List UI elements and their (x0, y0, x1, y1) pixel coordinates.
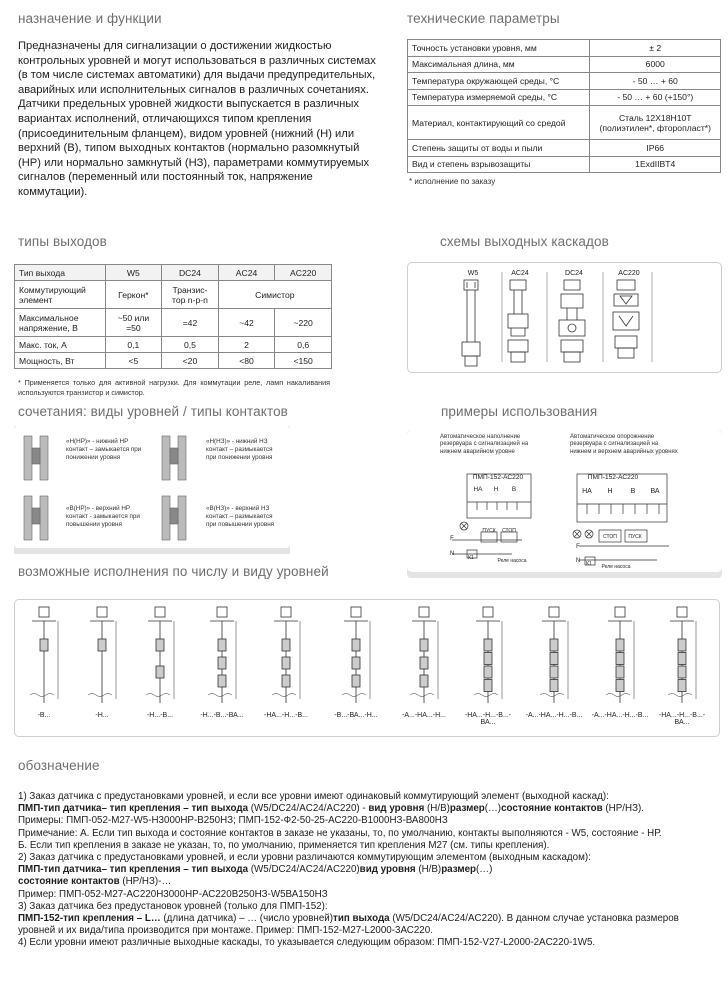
example-left-term-h: Н (493, 486, 499, 493)
table-row: Температура измеряемой среды, °С - 50 … + 60 (+150°) (408, 89, 721, 106)
heading-purpose: назначение и функции (18, 11, 162, 26)
designation-line: 4) Если уровни имеют различные выходные каскады, то указывается следующим образом: ПМП-152-V27-L2000-2AC220-1W5. (18, 937, 596, 949)
table-row: Вид и степень взрывозащиты 1ExdIIBT4 (408, 156, 721, 173)
table-row: Точность установки уровня, мм ± 2 (408, 40, 721, 57)
designation-line: 3) Заказ датчика без предустановок уровней (только для ПМП-152): (18, 900, 328, 912)
combo-h-nc-text: «Н(НЗ)» - нижний НЗ контакт – размыкается при понижении уровня (206, 438, 273, 461)
table-row: Степень защиты от воды и пыли IP66 (408, 140, 721, 157)
heading-variants: возможные исполнения по числу и виду уровней (18, 564, 329, 579)
variant-label: -А...-НА...-Н...-В... (591, 712, 649, 719)
output-stage-schemes-drawing (407, 262, 722, 373)
table-row: Максимальная длина, мм 6000 (408, 56, 721, 73)
tech-params-table (407, 39, 721, 173)
variant-label: -В... (37, 712, 51, 719)
example-right-term-h: Н (607, 488, 613, 495)
designation-line: Б. Если тип крепления в заказе не указан, то, по умолчанию, применяется тип крепления М27 (см. типы крепления). (18, 839, 550, 851)
variant-label: -НА...-Н...-В...-ВА... (464, 712, 512, 726)
designation-line: 1) Заказ датчика с предустановками уровней, и если все уровни имеют одинаковый коммутирующий элемент (выходной каскад): (18, 791, 609, 802)
variant-probe (342, 607, 370, 703)
heading-combos: сочетания: виды уровней / типы контактов (18, 404, 288, 419)
variant-probe (474, 607, 502, 703)
example-left-relay: Реле насоса (497, 558, 527, 564)
designation-line: состояние контактов (НР/НЗ)-… (18, 876, 172, 888)
scheme-label-dc24: DC24 (565, 270, 583, 277)
example-left-caption: Автоматическое наполнение резервуара с сигнализацией на нижнем аварийном уровне (440, 434, 529, 455)
designation-text (18, 791, 718, 950)
example-left-n: N (449, 551, 455, 557)
variant-label: -А...-НА...-Н...-В... (525, 712, 583, 719)
variant-label: -В...-ВА...-Н... (334, 712, 378, 719)
combo-b-nc-text: «В(НЗ)» - верхний НЗ контакт – размыкается при повышении уровня (206, 505, 275, 528)
variant-probe (30, 607, 58, 703)
designation-line: ПМП-тип датчика– тип крепления – тип выхода (W5/DC24/AC24/AC220) - вид уровня (Н/В)размер(…)состояние контактов (НР/НЗ). (18, 803, 644, 815)
example-right-n: N (575, 558, 581, 564)
variant-probe (88, 607, 116, 703)
table-row: Тип выхода W5 DC24 AC24 AC220 (15, 265, 332, 281)
combo-b-no-text: «В(НР)» - верхний НР контакт - замыкается при повышении уровня (66, 505, 140, 528)
variant-label: -НА...-Н...-В... (264, 712, 308, 719)
table-row: Материал, контактирующий со средой Сталь 12Х18Н10Т (полиэтилен*, фторопласт*) (408, 106, 721, 140)
scheme-label-ac24: AC24 (511, 270, 529, 277)
designation-line: ПМП-тип датчика– тип крепления – тип выхода (W5/DC24/AC24/AC220)вид уровня (Н/В)размер(…) (18, 864, 493, 876)
designation-line: ПМП-152-тип крепления – L… (длина датчика) – … (число уровней)тип выхода (W5/DC24/AC24/AC220). В данном случае установка размеров уровней и их вида/типа производится при монтаже. Пример: ПМП-152-М27-L2000-3АС220. (18, 913, 679, 937)
example-right-k1: К1 (586, 561, 592, 567)
heading-examples: примеры использования (441, 404, 598, 419)
variant-label: -Н... (95, 712, 109, 719)
output-note: * Применяется только для активной нагрузки. Для коммутации реле, ламп накаливания используются транзистор и симистор. (18, 378, 330, 397)
variant-label: -Н...-В...-ВА... (200, 712, 244, 719)
variant-label: -НА...-Н...-В...-ВА... (658, 712, 706, 726)
output-types-table (14, 264, 332, 369)
heading-tech: технические параметры (407, 11, 560, 26)
variant-probe (540, 607, 568, 703)
table-row: Максимальное напряжение, В ~50 или =50 =42 ~42 ~220 (15, 309, 332, 337)
example-right-term-ha: НА (582, 488, 592, 495)
example-right-stop: СТОП (603, 534, 617, 540)
examples-wiring-drawing (407, 430, 722, 572)
table-row: Температура окружающей среды, °С - 50 … + 60 (408, 73, 721, 90)
scheme-label-ac220: AC220 (618, 270, 640, 277)
variant-probe (606, 607, 634, 703)
example-left-f: F (450, 536, 454, 542)
variant-probe (272, 607, 300, 703)
example-left-device: ПМП-152-АС220 (472, 474, 524, 481)
example-right-pusk: ПУСК (628, 534, 642, 540)
example-right-term-b: В (630, 488, 636, 495)
heading-output-types: типы выходов (18, 234, 107, 249)
variant-probe (208, 607, 236, 703)
variant-label: -Н...-В... (146, 712, 174, 719)
example-right-device: ПМП-152-АС220 (587, 474, 639, 481)
combo-h-no-text: «Н(НР)» - нижний НР контакт – замыкается при понижении уровня (66, 438, 142, 461)
variant-probe (410, 607, 438, 703)
designation-line: 2) Заказ датчика с предустановками уровней, и если уровни различаются коммутирующим элементом (выходным каскадом): (18, 852, 591, 864)
table-row: Мощность, Вт <5 <20 <80 <150 (15, 353, 332, 369)
example-left-term-b: В (511, 486, 517, 493)
example-left-k1: К1 (468, 555, 474, 561)
example-left-term-ha: НА (473, 486, 483, 493)
example-right-f: F (576, 544, 580, 550)
scheme-label-w5: W5 (467, 270, 479, 277)
variant-probe (146, 607, 174, 703)
variant-probe (668, 607, 696, 703)
heading-schemes: схемы выходных каскадов (440, 234, 609, 249)
designation-line: Пример: ПМП-052-М27-АС220Н3000НР-АС220В250НЗ-W5ВА150НЗ (18, 888, 328, 900)
purpose-text: Предназначены для сигнализации о достижении жидкостью контрольных уровней и могут использоваться в различных системах (в том числе системах автоматики) для выдачи предупредительных, аварийных или исполнительных сигналов в различных сочетаниях. Датчики предельных уровней жидкости выпускается в различных вариантах исполнений, отличающихся типом крепления (присоединительным фланцем), видом уровней (нижний (Н) или верхний (В), типом выходных контактов (нормально разомкнутый (НР) или нормально замкнутый (НЗ), параметрами коммутируемых сигналов (переменный или постоянный ток, напряжение коммутации). (18, 40, 376, 198)
example-right-caption: Автоматическое опорожнение резервуара с сигнализацией на нижнем и верхнем аварийных уровнях (570, 434, 678, 455)
variant-label: -А...-НА...-Н... (402, 712, 446, 719)
designation-line: Примечание: А. Если тип выхода и состояние контактов в заказе не указаны, то, по умолчанию, контакты выполняются - W5, состояние - НР. (18, 827, 662, 839)
example-left-pusk: ПУСК (482, 528, 496, 534)
heading-designation: обозначение (18, 758, 100, 773)
table-row: Макс. ток, А 0,1 0,5 2 0,6 (15, 337, 332, 353)
tech-note: * исполнение по заказу (409, 177, 496, 186)
example-right-relay: Реле насоса (601, 564, 631, 570)
example-left-stop: СТОП (502, 528, 516, 534)
designation-line: Примеры: ПМП-052-М27-W5-Н3000НР-В250НЗ; ПМП-152-Ф2-50-25-АС220-В1000НЗ-ВА800НЗ (18, 815, 448, 827)
table-row: Коммутирующий элемент Геркон* Транзис-тор n-p-n Симистор (15, 281, 332, 309)
example-right-term-ba: ВА (650, 488, 660, 495)
